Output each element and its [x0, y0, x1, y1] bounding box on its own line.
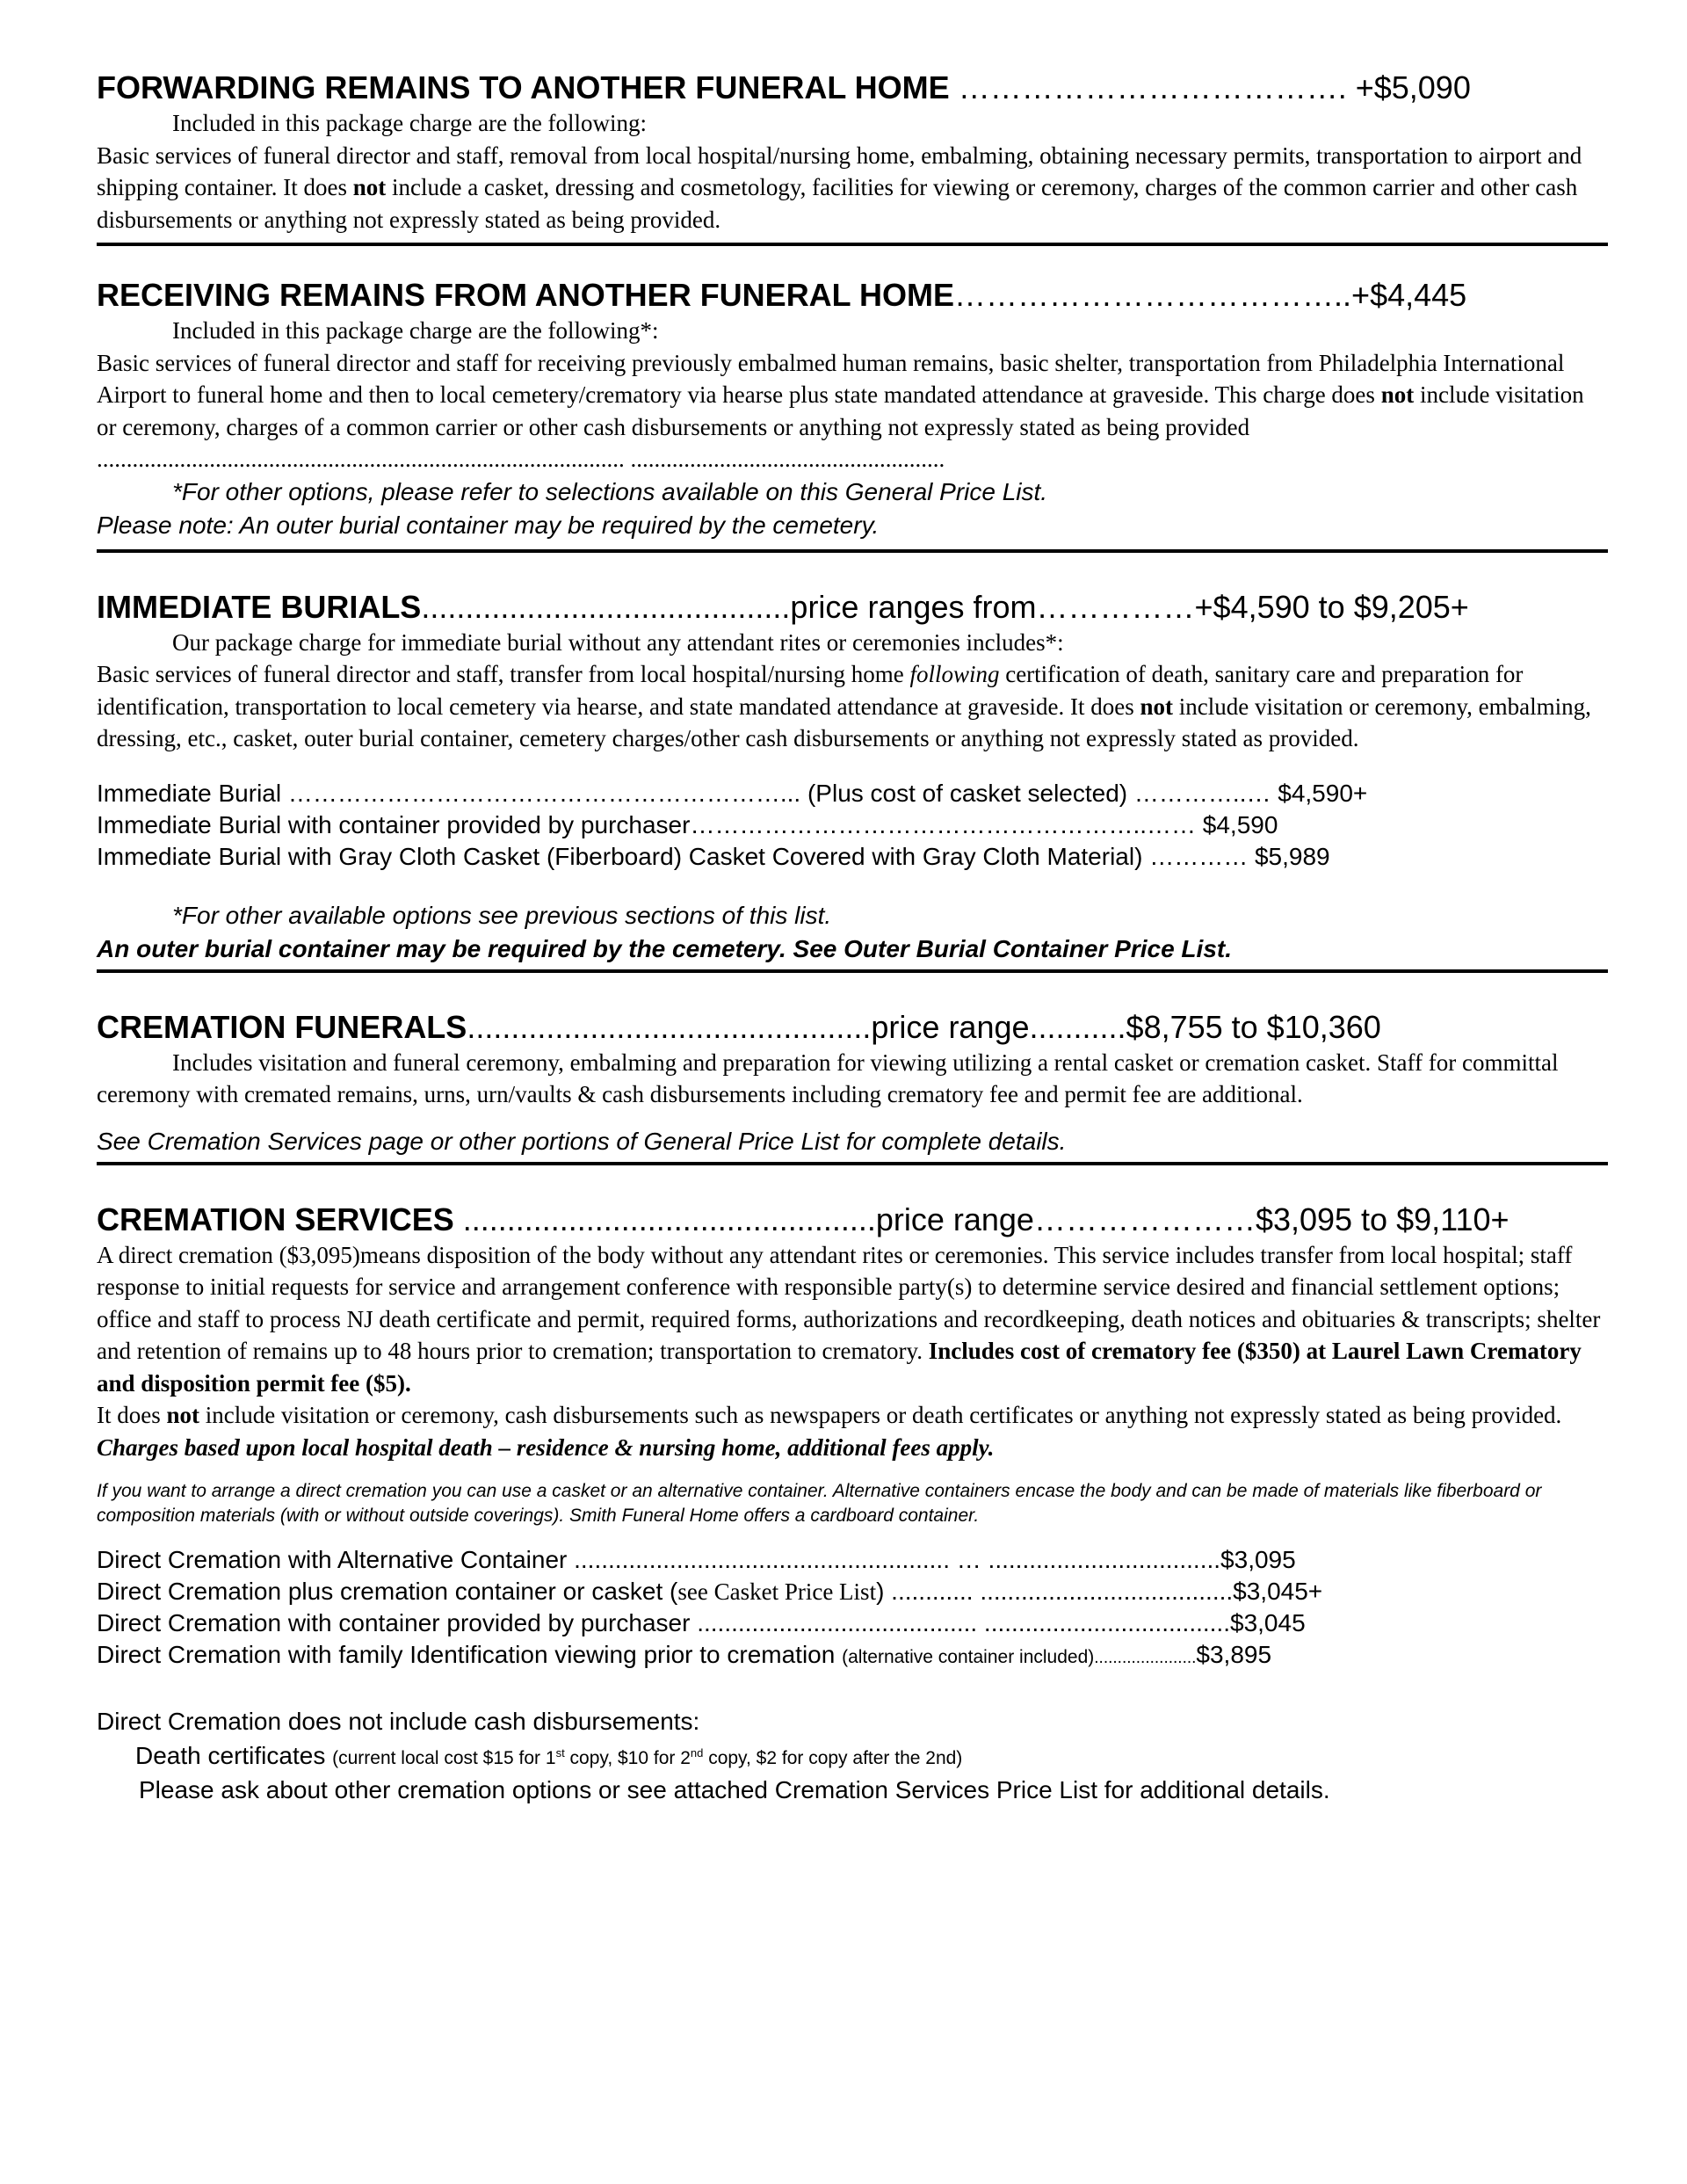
cremation-funerals-dots: ..............................................	[467, 1008, 872, 1045]
cremation-funerals-section	[97, 1008, 1608, 1165]
receiving-section	[97, 276, 1608, 553]
death-cert-label: Death certificates	[135, 1742, 333, 1769]
superscript-st: st	[555, 1746, 565, 1760]
immediate-dots: ..........................................	[421, 588, 791, 625]
cremation-services-exclusions	[97, 1399, 1608, 1432]
receiving-title: RECEIVING REMAINS FROM ANOTHER FUNERAL HOME	[97, 277, 955, 313]
immediate-body-text-3: include visitation or ceremony, embalming, dressing, etc., casket, outer burial container, cemetery charges/other cash disbursements or anything not expressly stated as provided.	[97, 693, 1591, 751]
forwarding-body-text-2: include a casket, dressing and cosmetology, facilities for viewing or ceremony, charges of the common carrier and other cash disbursements or anything not expressly stated as being provided.	[97, 174, 1578, 233]
section-divider	[97, 549, 1608, 553]
cremation-funerals-range-label: price range	[871, 1008, 1030, 1045]
receiving-body-not: not	[1380, 381, 1415, 408]
item-label: Direct Cremation with family Identification viewing prior to cremation	[97, 1641, 843, 1668]
forwarding-section	[97, 69, 1608, 246]
item-price: $3,095	[1220, 1546, 1296, 1573]
death-cert-cost-3: copy, $2 for copy after the 2nd)	[703, 1748, 963, 1768]
item-label: Direct Cremation with container provided by purchaser	[97, 1609, 698, 1636]
cremation-services-heading	[97, 1201, 1608, 1239]
immediate-item: Immediate Burial ……………………………………………………... (Plus cost of casket selected) …………..… $4,590+	[97, 779, 1368, 807]
cremation-funerals-heading	[97, 1008, 1608, 1047]
item-dots: ......................................... ....................................	[697, 1609, 1230, 1636]
cremation-services-body	[97, 1239, 1608, 1400]
price-list-page	[97, 69, 1608, 1806]
item-price: $3,895	[1196, 1641, 1272, 1668]
item-paren-note: see Casket Price List	[677, 1578, 877, 1605]
immediate-body-text-2: certification of death, sanitary care and preparation for identification, transportation to local cemetery via hearse, and state mandated attendance at graveside. It does	[97, 661, 1524, 720]
receiving-dots: ………………………………..	[954, 277, 1352, 313]
immediate-title: IMMEDIATE BURIALS	[97, 588, 422, 625]
item-label: Direct Cremation with Alternative Container	[97, 1546, 575, 1573]
superscript-nd: nd	[690, 1746, 704, 1760]
immediate-body-not: not	[1140, 693, 1174, 720]
item-dots: ......................	[1094, 1649, 1197, 1667]
cremation-item-purchaser-container	[97, 1607, 1608, 1639]
item-dots: ....................................................... … ..................................	[574, 1546, 1221, 1573]
forwarding-price: +$5,090	[1355, 69, 1471, 105]
cremation-item-alternative-container	[97, 1544, 1608, 1576]
immediate-body-text-1: Basic services of funeral director and staff, transfer from local hospital/nursing home	[97, 661, 910, 687]
item-paren-note: (alternative container included)	[842, 1647, 1095, 1667]
immediate-body	[97, 658, 1608, 755]
immediate-range-label: price ranges from	[790, 588, 1037, 625]
immediate-body-following: following	[909, 661, 1000, 687]
section-divider	[97, 1162, 1608, 1165]
receiving-note-options: *For other options, please refer to selections available on this General Price List.	[172, 477, 1048, 505]
forwarding-intro: Included in this package charge are the following:	[172, 110, 648, 136]
cremation-services-title: CREMATION SERVICES	[97, 1201, 454, 1237]
cremation-funerals-note: See Cremation Services page or other portions of General Price List for complete details.	[97, 1127, 1067, 1155]
immediate-intro: Our package charge for immediate burial without any attendant rites or ceremonies includes*:	[172, 628, 1064, 656]
cremation-services-section	[97, 1201, 1608, 1807]
receiving-price: +$4,445	[1351, 277, 1467, 313]
cremation-item-container-or-casket	[97, 1576, 1608, 1607]
receiving-heading	[97, 276, 1608, 315]
cremation-services-body-text: A direct cremation ($3,095)means disposition of the body without any attendant rites or ceremonies. This service includes transfer from local hospital; staff response to initial requests for service and arrangement conference with responsible party(s) to determine service desired and financial settlement options; office and staff to process NJ death certificate and permit, required forms, authorizations and recordkeeping, death notices and obituaries & transcripts; shelter and retention of remains up to 48 hours prior to cremation; transportation to crematory.	[97, 1241, 1601, 1364]
cremation-services-alternative-note: If you want to arrange a direct cremation you can use a casket or an alternative container. Alternative containers encase the body and can be made of materials like fiberboard or composition materials (with or without outside coverings). Smith Funeral Home offers a cardboard container.	[97, 1481, 1542, 1526]
cremation-services-dots: ...............................................	[453, 1201, 876, 1237]
immediate-heading	[97, 588, 1608, 627]
item-paren-close: )	[876, 1578, 885, 1605]
death-certificates-line	[97, 1738, 1608, 1774]
cremation-services-range-label: price range	[875, 1201, 1034, 1237]
immediate-note-container: An outer burial container may be required by the cemetery. See Outer Burial Container Price List.	[97, 934, 1232, 962]
cremation-services-body-bold: Includes cost of crematory fee ($350) at Laurel Lawn Crematory and disposition permit fee ($5).	[97, 1338, 1582, 1397]
cremation-funerals-title: CREMATION FUNERALS	[97, 1008, 467, 1045]
forwarding-heading	[97, 69, 1608, 107]
receiving-body-text-2: include visitation or ceremony, charges of a common carrier or other cash disbursements or anything not expressly stated as being provided ......................................................................................... .....................................................	[97, 381, 1584, 472]
receiving-intro: Included in this package charge are the following*:	[172, 317, 659, 344]
cremation-services-price-items	[97, 1544, 1608, 1674]
forwarding-body-text-1: Basic services of funeral director and staff, removal from local hospital/nursing home, embalming, obtaining necessary permits, transportation to airport and shipping container. It does	[97, 141, 1582, 200]
cremation-item-identification-viewing	[97, 1639, 1608, 1674]
section-divider	[97, 969, 1608, 973]
forwarding-dots: ……………………………….	[949, 69, 1356, 105]
cremation-services-charges-note: Charges based upon local hospital death – residence & nursing home, additional fees apply.	[97, 1433, 995, 1461]
cremation-services-dots-2: …………………	[1033, 1201, 1256, 1237]
forwarding-body-not: not	[352, 174, 387, 200]
immediate-note-options: *For other available options see previous sections of this list.	[172, 901, 832, 929]
forwarding-body	[97, 140, 1608, 236]
item-price: $3,045+	[1233, 1578, 1323, 1605]
item-label: Direct Cremation plus cremation container or casket (	[97, 1578, 678, 1605]
receiving-body	[97, 347, 1608, 475]
forwarding-title: FORWARDING REMAINS TO ANOTHER FUNERAL HOME	[97, 69, 950, 105]
immediate-price-items	[97, 778, 1608, 873]
cremation-services-excl-text-1: It does	[97, 1402, 167, 1428]
immediate-item: Immediate Burial with container provided by purchaser………………………………………………..…… $4,590	[97, 810, 1278, 838]
immediate-dots-2: ……………	[1036, 588, 1195, 625]
cremation-funerals-dots-2: ...........	[1029, 1008, 1126, 1045]
cremation-services-excl-not: not	[166, 1402, 199, 1428]
item-price: $3,045	[1230, 1609, 1306, 1636]
disbursements-heading: Direct Cremation does not include cash disbursements:	[97, 1708, 700, 1735]
immediate-burials-section	[97, 588, 1608, 973]
section-divider	[97, 243, 1608, 246]
death-cert-cost	[332, 1748, 962, 1768]
cremation-funerals-body: Includes visitation and funeral ceremony, embalming and preparation for viewing utilizing a rental casket or cremation casket. Staff for committal ceremony with cremated remains, urns, urn/vaults & cash disbursements including crematory fee and permit fee are additional.	[97, 1048, 1559, 1107]
cremation-services-excl-text-2: include visitation or ceremony, cash disbursements such as newspapers or death certificates or anything not expressly stated as being provided.	[199, 1402, 1562, 1428]
cremation-funerals-price: $8,755 to $10,360	[1126, 1008, 1381, 1045]
item-dots: ............ .....................................	[884, 1578, 1234, 1605]
cremation-services-price: $3,095 to $9,110+	[1255, 1201, 1510, 1237]
immediate-price: +$4,590 to $9,205+	[1194, 588, 1469, 625]
other-options-note: Please ask about other cremation options or see attached Cremation Services Price List for additional details.	[139, 1776, 1330, 1803]
receiving-note-container: Please note: An outer burial container may be required by the cemetery.	[97, 511, 880, 539]
receiving-body-text-1: Basic services of funeral director and staff for receiving previously embalmed human remains, basic shelter, transportation from Philadelphia International Airport to funeral home and then to local cemetery/crematory via hearse plus state mandated attendance at graveside. This charge does	[97, 349, 1565, 408]
immediate-item: Immediate Burial with Gray Cloth Casket (Fiberboard) Casket Covered with Gray Cloth Material) ………… $5,989	[97, 842, 1330, 870]
death-cert-cost-2: copy, $10 for 2	[564, 1748, 691, 1768]
death-cert-cost-1: (current local cost $15 for 1	[332, 1748, 556, 1768]
